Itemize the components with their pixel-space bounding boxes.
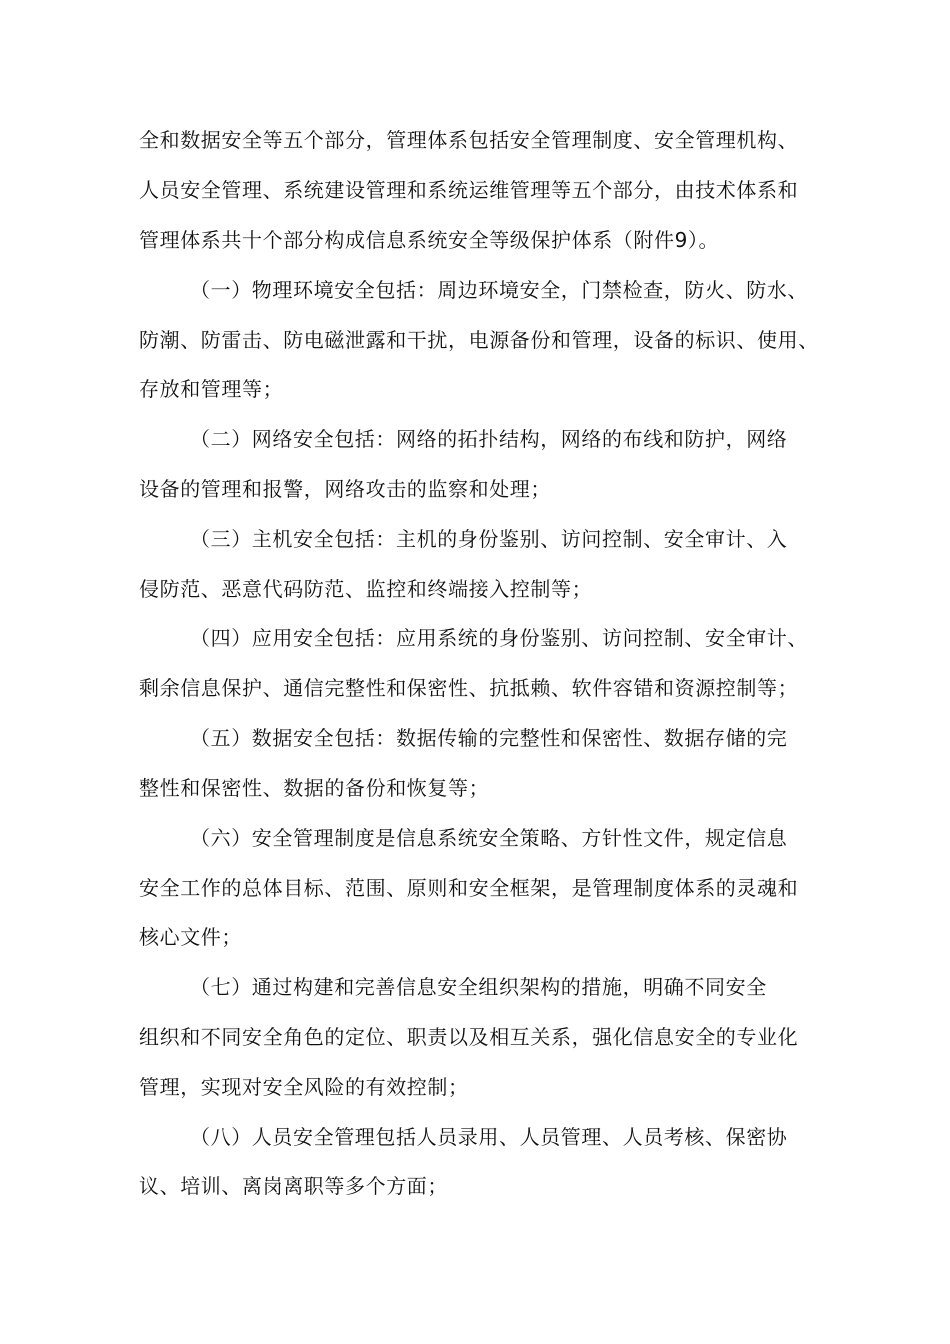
- text-line-19: 组织和不同安全角色的定位、职责以及相互关系，强化信息安全的专业化: [139, 1025, 799, 1049]
- text-line-13: （五）数据安全包括：数据传输的完整性和保密性、数据存储的完: [190, 726, 788, 750]
- text-line-5: 防潮、防雷击、防电磁泄露和干扰，电源备份和管理，设备的标识、使用、: [139, 328, 819, 352]
- text-line-21: （八）人员安全管理包括人员录用、人员管理、人员考核、保密协: [190, 1125, 788, 1149]
- text-line-20: 管理，实现对安全风险的有效控制；: [139, 1075, 469, 1099]
- text-line-2: 人员安全管理、系统建设管理和系统运维管理等五个部分，由技术体系和: [139, 178, 799, 202]
- text-line-7: （二）网络安全包括：网络的拓扑结构，网络的布线和防护，网络: [190, 427, 788, 451]
- text-line-18: （七）通过构建和完善信息安全组织架构的措施，明确不同安全: [190, 975, 767, 999]
- text-line-4: （一）物理环境安全包括：周边环境安全，门禁检查，防火、防水、: [190, 278, 808, 302]
- text-line-15: （六）安全管理制度是信息系统安全策略、方针性文件，规定信息: [190, 826, 788, 850]
- text-line-22: 议、培训、离岗离职等多个方面；: [139, 1174, 448, 1198]
- text-line-6: 存放和管理等；: [139, 377, 284, 401]
- text-line-11: （四）应用安全包括：应用系统的身份鉴别、访问控制、安全审计、: [190, 626, 808, 650]
- text-line-3: 管理体系共十个部分构成信息系统安全等级保护体系（附件9）。: [139, 228, 720, 252]
- text-line-8: 设备的管理和报警，网络攻击的监察和处理；: [139, 477, 551, 501]
- text-line-9: （三）主机安全包括：主机的身份鉴别、访问控制、安全审计、入: [190, 527, 788, 551]
- text-line-17: 核心文件；: [139, 925, 242, 949]
- text-line-1: 全和数据安全等五个部分，管理体系包括安全管理制度、安全管理机构、: [139, 128, 799, 152]
- text-line-10: 侵防范、恶意代码防范、监控和终端接入控制等；: [139, 577, 593, 601]
- text-line-12: 剩余信息保护、通信完整性和保密性、抗抵赖、软件容错和资源控制等；: [139, 676, 799, 700]
- text-line-14: 整性和保密性、数据的备份和恢复等；: [139, 776, 490, 800]
- text-line-16: 安全工作的总体目标、范围、原则和安全框架，是管理制度体系的灵魂和: [139, 876, 799, 900]
